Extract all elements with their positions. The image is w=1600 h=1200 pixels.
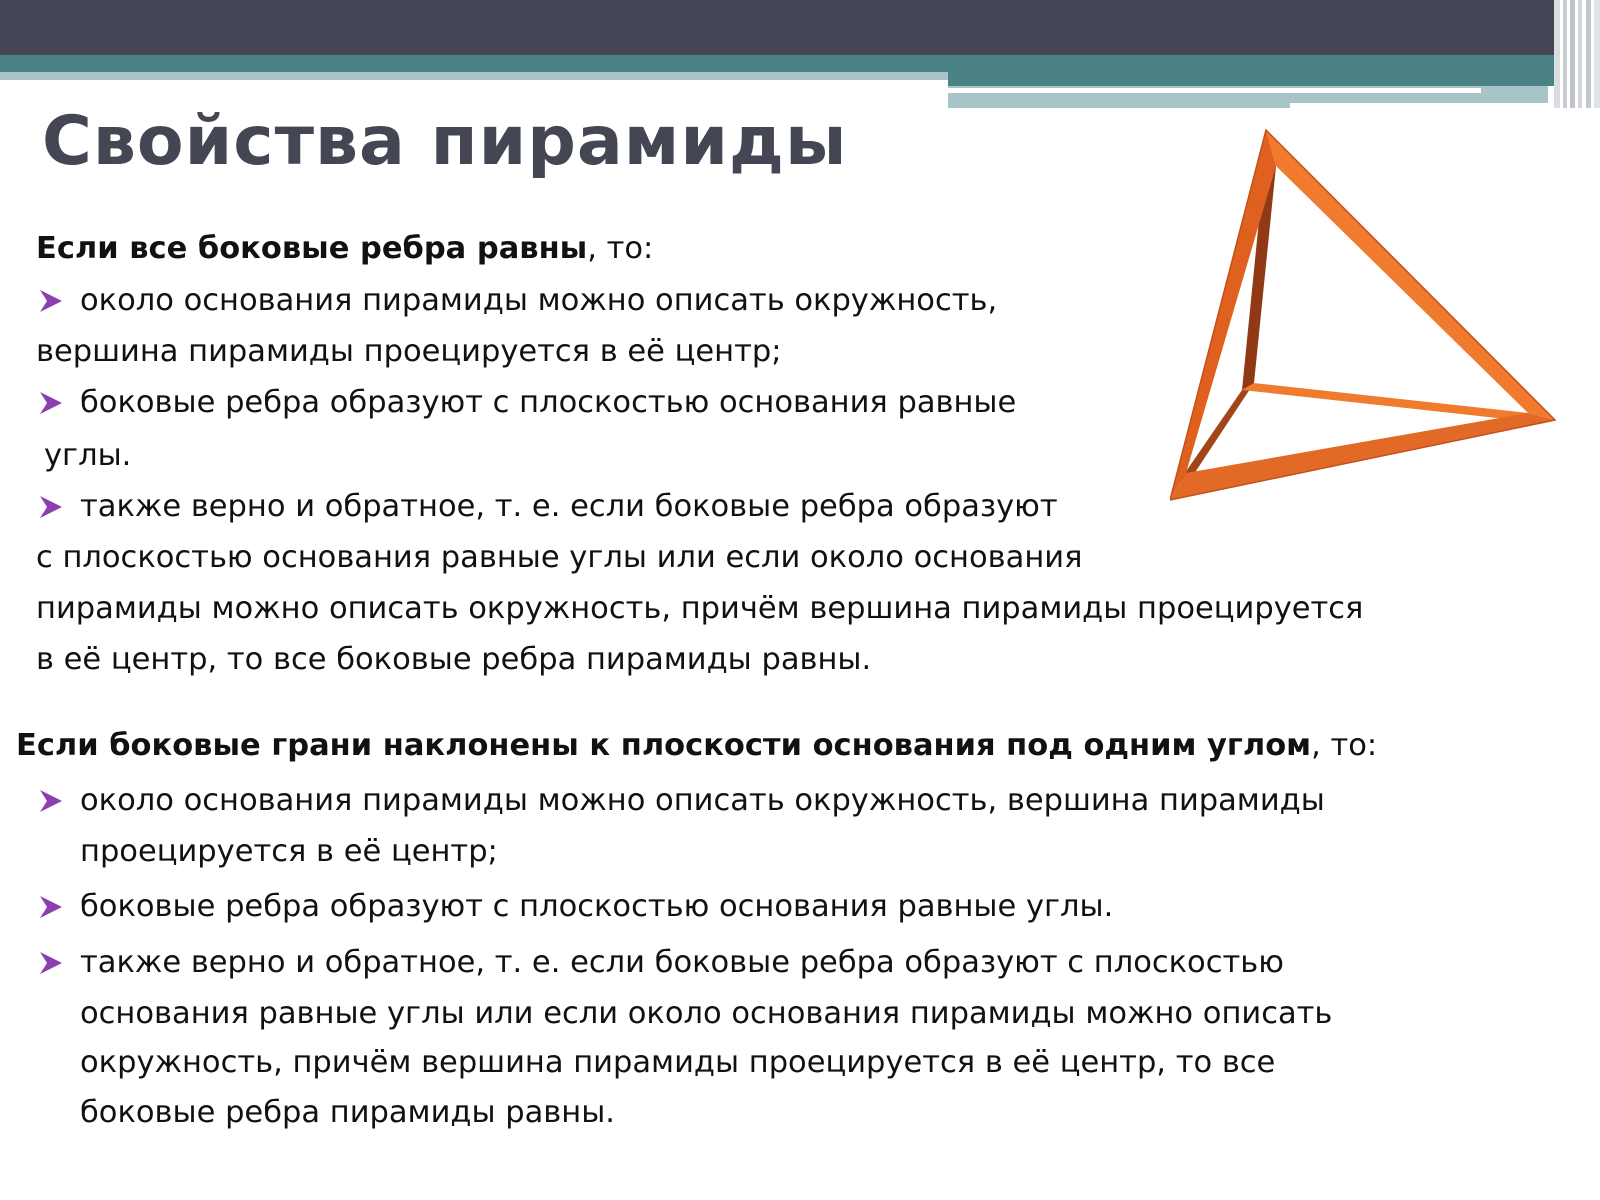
header-bar-dark bbox=[0, 0, 1600, 55]
header-stripes bbox=[1554, 0, 1600, 108]
tetrahedron-wireframe-icon bbox=[1170, 128, 1570, 518]
section1-line: также верно и обратное, т. е. если боковые ребра образуют bbox=[80, 489, 1058, 524]
header-bar-teal-right bbox=[948, 72, 1600, 86]
section2-line: боковые ребра образуют с плоскостью основания равные углы. bbox=[80, 889, 1114, 924]
header-bar-teal bbox=[0, 55, 1600, 72]
section1-heading-tail: , то: bbox=[587, 231, 654, 266]
section2-heading bbox=[16, 726, 1377, 766]
bullet-arrow-icon bbox=[38, 950, 64, 976]
section1-line: углы. bbox=[44, 438, 132, 473]
section1-heading-bold: Если все боковые ребра равны bbox=[36, 231, 588, 266]
section2-line: около основания пирамиды можно описать окружность, вершина пирамиды bbox=[80, 783, 1325, 818]
section2-heading-tail: , то: bbox=[1311, 728, 1378, 763]
section2-line: также верно и обратное, т. е. если боковые ребра образуют с плоскостью bbox=[80, 945, 1284, 980]
header-bar-pale-left bbox=[0, 72, 948, 80]
section1-line: пирамиды можно описать окружность, причём вершина пирамиды проецируется bbox=[36, 591, 1364, 626]
bullet-arrow-icon bbox=[38, 494, 64, 520]
section2-heading-bold: Если боковые грани наклонены к плоскости основания под одним углом bbox=[16, 728, 1312, 763]
section2-line: окружность, причём вершина пирамиды проецируется в её центр, то все bbox=[80, 1045, 1276, 1080]
bullet-arrow-icon bbox=[38, 288, 64, 314]
section2-line: боковые ребра пирамиды равны. bbox=[80, 1095, 616, 1130]
section1-line: в её центр, то все боковые ребра пирамиды равны. bbox=[36, 642, 872, 677]
bullet-arrow-icon bbox=[38, 788, 64, 814]
section1-line: с плоскостью основания равные углы или если около основания bbox=[36, 540, 1083, 575]
bullet-arrow-icon bbox=[38, 390, 64, 416]
bullet-arrow-icon bbox=[38, 894, 64, 920]
header-accent-line bbox=[948, 88, 1481, 93]
section1-line: боковые ребра образуют с плоскостью основания равные bbox=[80, 385, 1017, 420]
header-accent-line-short bbox=[1290, 103, 1548, 108]
section1-heading bbox=[36, 229, 653, 269]
page-title: Свойства пирамиды bbox=[42, 102, 848, 181]
section2-line: проецируется в её центр; bbox=[80, 834, 498, 869]
section2-line: основания равные углы или если около основания пирамиды можно описать bbox=[80, 996, 1333, 1031]
section1-line: около основания пирамиды можно описать окружность, bbox=[80, 283, 998, 318]
section1-line: вершина пирамиды проецируется в её центр; bbox=[36, 334, 782, 369]
